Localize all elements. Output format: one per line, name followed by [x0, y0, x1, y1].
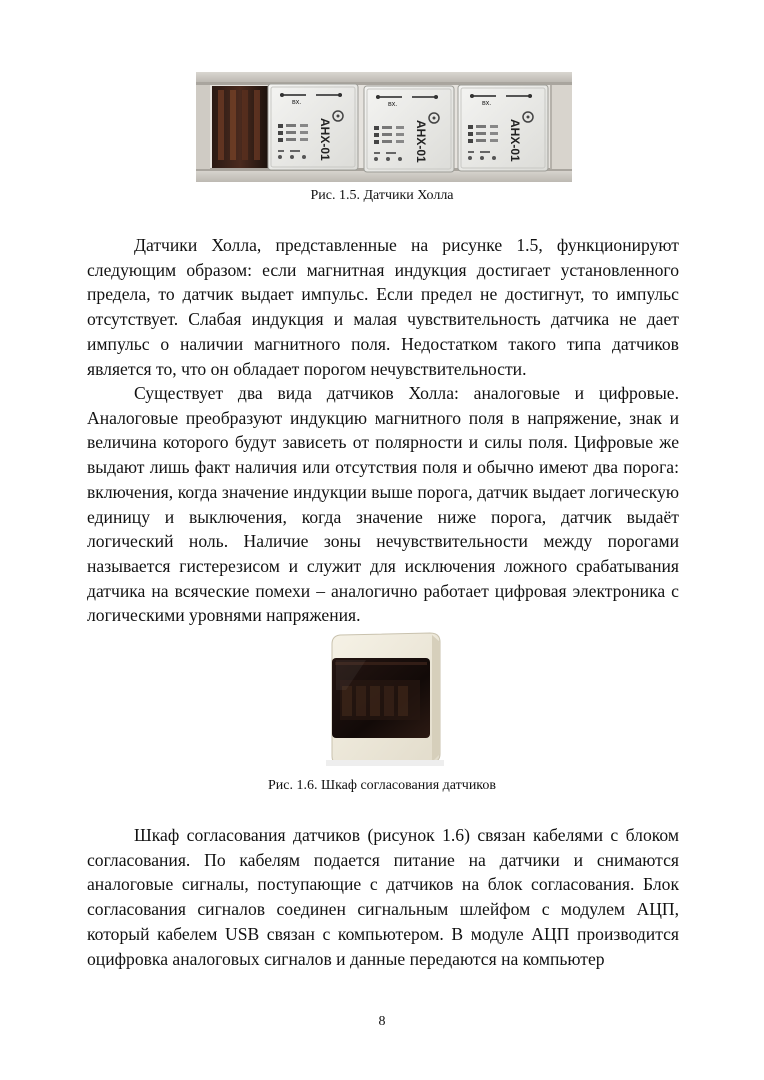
sensor-model-label: АНХ-01	[508, 119, 522, 162]
hall-sensors-photo	[196, 72, 572, 182]
sensor-model-label: АНХ-01	[414, 120, 428, 163]
svg-text:вх.: вх.	[482, 100, 492, 107]
svg-text:вх.: вх.	[292, 99, 302, 106]
matching-cabinet-photo	[326, 630, 444, 766]
svg-text:вх.: вх.	[388, 101, 398, 108]
paragraph-cabinet: Шкаф согласования датчиков (рисунок 1.6) связан кабелями с блоком согласования. По кабелям подается питание на датчики и снимаются аналоговые сигналы, поступающие с датчиков на блок согласования. Блок согласования сигналов соединен сигнальным шлейфом с модулем АЦП, который кабелем USB связан с компьютером. В модуле АЦП производится оцифровка аналоговых сигналов и данные передаются на компьютер	[87, 825, 679, 969]
sensor-model-label: АНХ-01	[318, 118, 332, 161]
paragraph-hall-sensors: Датчики Холла, представленные на рисунке 1.5, функционируют следующим образом: если магнитная индукция достигает установленного предела, то датчик выдает импульс. Если предел не достигнут, то импульс отсутствует. Слабая индукция и малая чувствительность датчика не дает импульс о наличии магнитного поля. Недостатком такого типа датчиков является то, что он обладает порогом нечувствительности.	[87, 235, 679, 379]
figure-caption-1-6: Рис. 1.6. Шкаф согласования датчиков	[267, 778, 497, 793]
page-number: 8	[378, 1014, 386, 1029]
figure-caption-1-5: Рис. 1.5. Датчики Холла	[310, 188, 454, 203]
paragraph-sensor-types: Существует два вида датчиков Холла: аналоговые и цифровые. Аналоговые преобразуют индукцию магнитного поля в напряжение, знак и величина которого будут зависеть от полярности и силы поля. Цифровые же выдают лишь факт наличия или отсутствия поля и обычно имеют два порога: включения, когда значение индукции выше порога, датчик выдает логическую единицу и выключения, когда значение ниже порога, датчик выдаёт логический ноль. Наличие зоны нечувствительности между порогами называется гистерезисом и служит для исключения ложного срабатывания датчика на всяческие помехи – аналогично работает цифровая электроника с логическими уровнями напряжения.	[87, 383, 679, 626]
